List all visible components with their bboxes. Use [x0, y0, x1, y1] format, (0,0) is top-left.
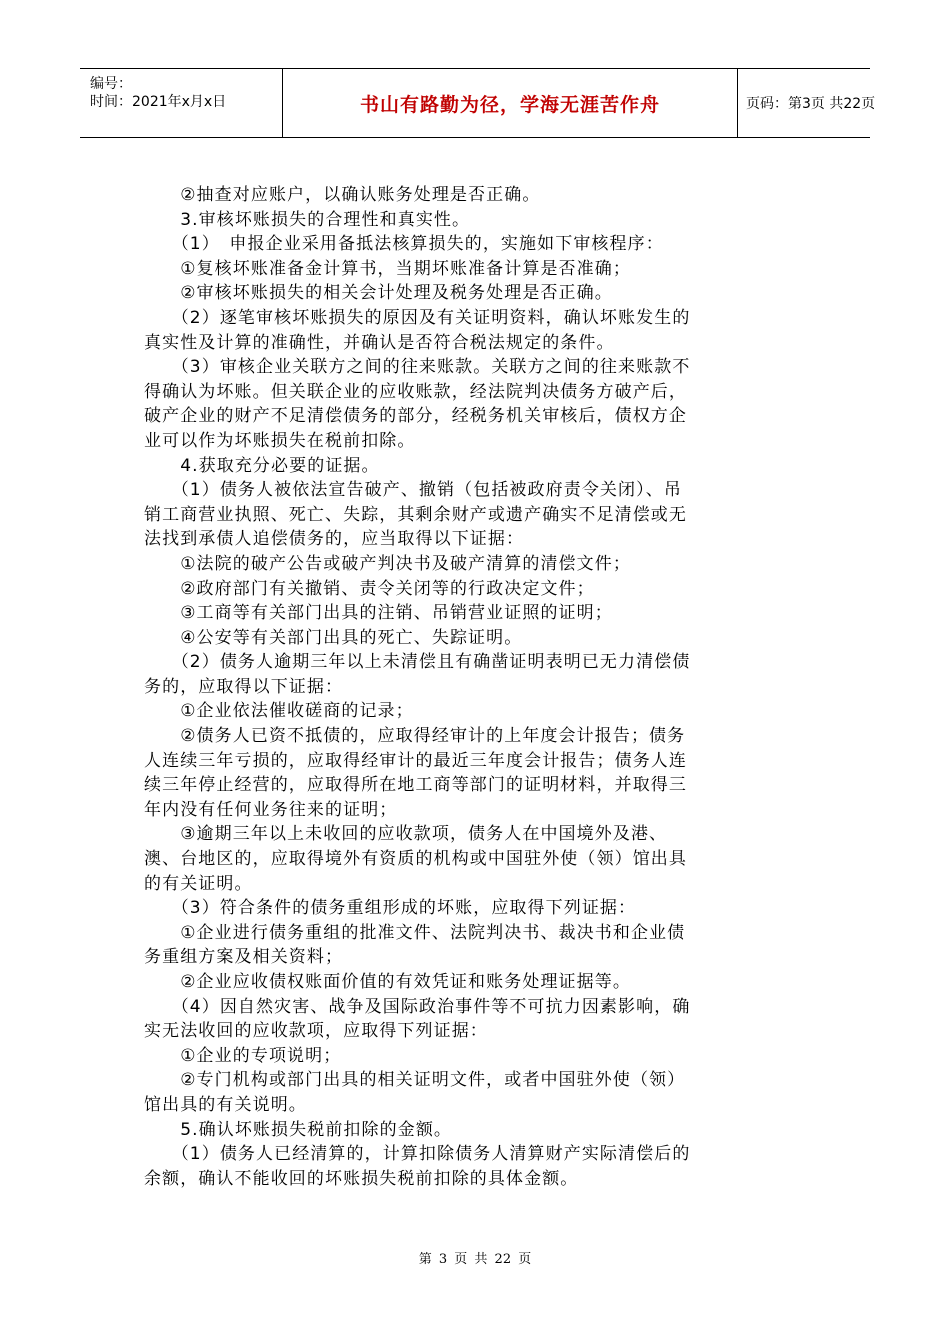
- body-text-line: ①复核坏账准备金计算书，当期坏账准备计算是否准确；: [144, 258, 631, 279]
- body-text-line: 澳、台地区的，应取得境外有资质的机构或中国驻外使（领）馆出具: [144, 849, 687, 870]
- body-text-line: 续三年停止经营的，应取得所在地工商等部门的证明材料，并取得三: [144, 775, 687, 796]
- page-info: 页码：第3页 共22页: [746, 96, 876, 112]
- page-footer: 第 3 页 共 22 页: [418, 1252, 532, 1267]
- header-motto-cell: [283, 69, 738, 137]
- body-text-line: ②专门机构或部门出具的相关证明文件，或者中国驻外使（领）: [144, 1070, 686, 1091]
- body-text-line: 法找到承债人追偿债务的，应当取得以下证据：: [144, 529, 525, 550]
- number-label: 编号：: [90, 76, 132, 92]
- body-text-line: 业可以作为坏账损失在税前扣除。: [144, 430, 416, 451]
- body-text-line: ①企业的专项说明；: [144, 1045, 342, 1066]
- body-text-line: ③工商等有关部门出具的注销、吊销营业证照的证明；: [144, 603, 613, 624]
- body-text-line: （1）债务人已经清算的，计算扣除债务人清算财产实际清偿后的: [144, 1144, 691, 1165]
- body-text-line: 3.审核坏账损失的合理性和真实性。: [144, 209, 471, 230]
- body-text-line: 销工商营业执照、死亡、失踪，其剩余财产或遗产确实不足清偿或无: [144, 504, 687, 525]
- body-text-line: 实无法收回的应收款项，应取得下列证据：: [144, 1021, 488, 1042]
- body-text-line: 人连续三年亏损的，应取得经审计的最近三年度会计报告；债务人连: [144, 750, 687, 771]
- body-text-line: ①企业依法催收磋商的记录；: [144, 701, 414, 722]
- body-text-line: 得确认为坏账。但关联企业的应收账款，经法院判决债务方破产后，: [144, 381, 687, 402]
- body-text-line: 馆出具的有关说明。: [144, 1094, 307, 1115]
- time-label: 时间：2021年x月x日: [90, 94, 227, 110]
- header-meta-cell: [80, 69, 283, 137]
- body-text-line: （2）逐笔审核坏账损失的原因及有关证明资料，确认坏账发生的: [144, 307, 691, 328]
- body-text-line: （2）债务人逾期三年以上未清偿且有确凿证明表明已无力清偿债: [144, 652, 691, 673]
- body-text-line: ④公安等有关部门出具的死亡、失踪证明。: [144, 627, 523, 648]
- body-text-line: ②债务人已资不抵债的，应取得经审计的上年度会计报告；债务: [144, 726, 686, 747]
- body-text-line: （1） 申报企业采用备抵法核算损失的，实施如下审核程序：: [144, 234, 664, 255]
- body-text-line: 务的，应取得以下证据：: [144, 676, 344, 697]
- body-text-line: ①企业进行债务重组的批准文件、法院判决书、裁决书和企业债: [144, 922, 686, 943]
- body-text-line: （3）符合条件的债务重组形成的坏账，应取得下列证据：: [144, 898, 637, 919]
- body-text-line: 5.确认坏账损失税前扣除的金额。: [144, 1119, 453, 1140]
- body-text-line: 破产企业的财产不足清偿债务的部分，经税务机关审核后，债权方企: [144, 406, 687, 427]
- body-text-line: 4.获取充分必要的证据。: [144, 455, 380, 476]
- header-table: [80, 68, 876, 138]
- body-text-line: （4）因自然灾害、战争及国际政治事件等不可抗力因素影响，确: [144, 996, 691, 1017]
- body-text-line: 年内没有任何业务往来的证明；: [144, 799, 398, 820]
- body-text-line: 真实性及计算的准确性，并确认是否符合税法规定的条件。: [144, 332, 615, 353]
- document-body: [144, 183, 804, 1191]
- motto-text: 书山有路勤为径，学海无涯苦作舟: [359, 93, 660, 116]
- body-text-line: ②政府部门有关撤销、责令关闭等的行政决定文件；: [144, 578, 595, 599]
- body-text-line: 的有关证明。: [144, 873, 253, 894]
- header-page-cell: [738, 69, 876, 137]
- body-text-line: ②企业应收债权账面价值的有效凭证和账务处理证据等。: [144, 972, 631, 992]
- body-text-line: 务重组方案及相关资料；: [144, 947, 344, 968]
- body-text-line: ②抽查对应账户，以确认账务处理是否正确。: [144, 185, 541, 205]
- body-text-line: ①法院的破产公告或破产判决书及破产清算的清偿文件；: [144, 553, 631, 574]
- body-text-line: ③逾期三年以上未收回的应收款项，债务人在中国境外及港、: [144, 824, 668, 845]
- body-text-line: ②审核坏账损失的相关会计处理及税务处理是否正确。: [144, 283, 613, 304]
- body-text-line: （3）审核企业关联方之间的往来账款。关联方之间的往来账款不: [144, 357, 691, 378]
- body-text-line: 余额，确认不能收回的坏账损失税前扣除的具体金额。: [144, 1168, 579, 1189]
- body-text-line: （1）债务人被依法宣告破产、撤销（包括被政府责令关闭）、吊: [144, 480, 682, 501]
